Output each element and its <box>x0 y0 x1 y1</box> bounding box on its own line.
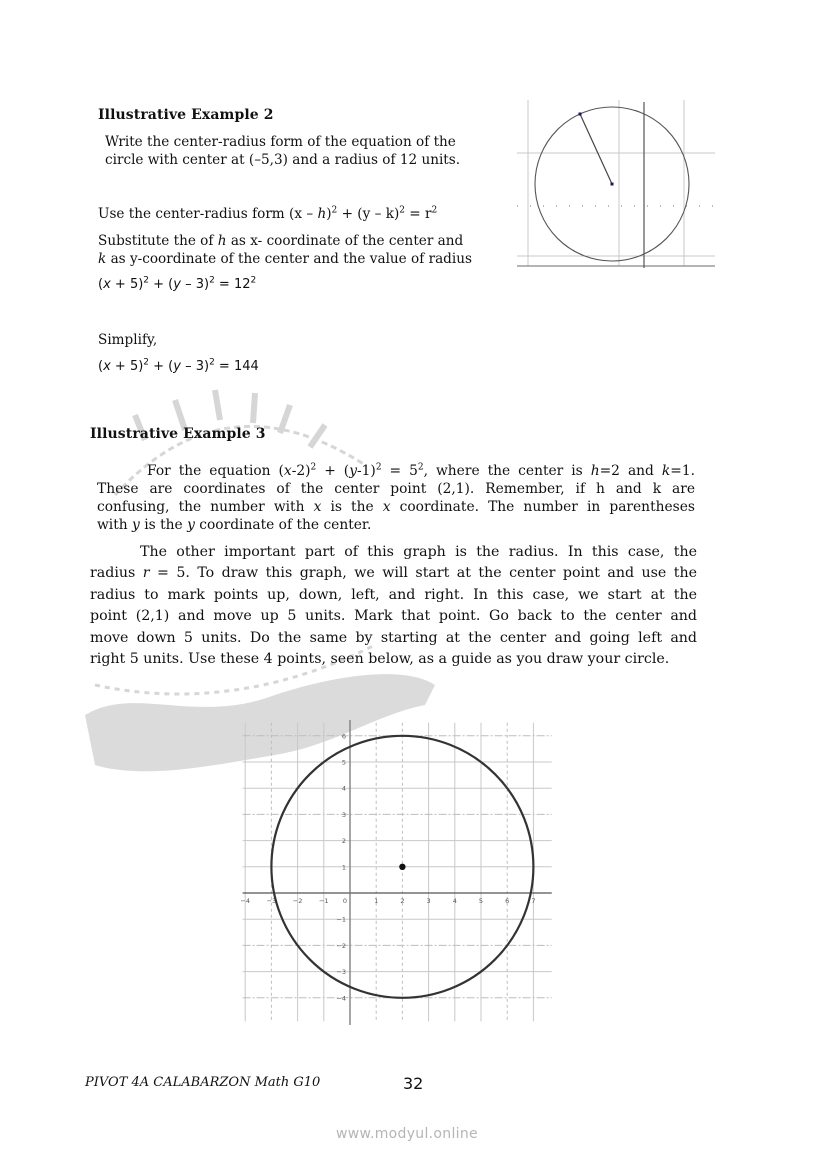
text: Substitute the of <box>98 233 218 249</box>
text: -1) <box>356 463 376 479</box>
var-x: x <box>313 499 322 515</box>
exponent: 2 <box>310 462 317 473</box>
var-x: x <box>283 463 292 479</box>
text: , where the center is <box>423 463 591 479</box>
var-k: k <box>98 251 107 267</box>
x-tick-label: 0 <box>342 897 348 905</box>
var-h: h <box>590 463 600 479</box>
x-tick-label: 2 <box>400 897 405 905</box>
graph-axes <box>243 720 552 1025</box>
center-point <box>399 864 405 870</box>
text: radius <box>90 565 143 582</box>
circle-point <box>579 113 582 116</box>
center-radius-form-line <box>98 205 437 223</box>
exponent: 2 <box>331 205 338 216</box>
exponent: 2 <box>143 357 150 368</box>
text: is the <box>139 517 188 533</box>
y-tick-label: 6 <box>341 732 346 741</box>
graph-grid <box>243 723 552 1022</box>
var-x: x <box>103 277 111 292</box>
x-tick-label: −1 <box>319 897 329 905</box>
paragraph-line <box>97 462 695 480</box>
text: ) <box>326 206 332 222</box>
text: = r <box>404 206 432 222</box>
var-h: h <box>217 233 227 249</box>
var-k: k <box>661 463 671 479</box>
paragraph-line: right 5 units. Use these 4 points, seen below, as a guide as you draw your circle. <box>90 651 670 668</box>
example-3-paragraph-1 <box>97 462 695 534</box>
substitute-line <box>98 232 472 250</box>
y-tick-label: −2 <box>336 941 346 950</box>
text: Use the center-radius form (x – <box>98 206 318 222</box>
text: + ( <box>149 359 174 374</box>
exponent: 2 <box>209 357 215 368</box>
exponent: 2 <box>417 462 424 473</box>
x-tick-label: 6 <box>505 897 510 905</box>
text: = 144 <box>214 359 259 374</box>
text: coordinate. The number in parentheses <box>390 499 695 515</box>
x-tick-label: 5 <box>478 897 484 905</box>
y-tick-label: −4 <box>336 994 346 1003</box>
example-2-prompt <box>105 133 460 169</box>
x-tick-label: 4 <box>452 897 457 905</box>
exponent: 2 <box>431 205 438 216</box>
y-tick-label: −1 <box>336 915 346 924</box>
equation-step-1: $(x + 5)^2 + (y - 3)^2 = 12^2$ <box>98 275 257 292</box>
prompt-line: Write the center-radius form of the equation of the <box>105 134 456 150</box>
y-tick-label: 4 <box>341 784 346 793</box>
simplify-label: Simplify, <box>98 332 158 348</box>
text: – 3) <box>180 359 210 374</box>
figure-grid <box>517 100 715 266</box>
text: as y-coordinate of the center and the value of radius <box>106 251 472 267</box>
text: =1. <box>670 463 695 479</box>
x-tick-label: 3 <box>426 897 431 905</box>
example-3-heading: Illustrative Example 3 <box>90 426 266 442</box>
text: + 5) <box>110 359 144 374</box>
paragraph-line <box>97 498 695 516</box>
text: + ( <box>149 277 174 292</box>
equation-step-2: $(x + 5)^2 + (y - 3)^2 = 144$ <box>98 357 259 374</box>
radius-segment <box>580 114 612 184</box>
text: -2) <box>291 463 311 479</box>
x-tick-label: −2 <box>292 897 303 905</box>
text: as x- coordinate of the center and <box>226 233 464 249</box>
circle-graph <box>240 720 556 1025</box>
var-x: x <box>103 359 111 374</box>
y-tick-label: 5 <box>341 758 346 767</box>
y-tick-label: 1 <box>341 863 346 872</box>
var-y: y <box>349 463 357 479</box>
var-y: y <box>173 277 181 292</box>
prompt-line: circle with center at (–5,3) and a radius of 12 units. <box>105 152 461 168</box>
paragraph-line: point (2,1) and move up 5 units. Mark that point. Go back to the center and <box>90 608 697 625</box>
text: + 5) <box>110 277 144 292</box>
var-y: y <box>173 359 181 374</box>
var-r: r <box>142 565 150 582</box>
text: = 5. To draw this graph, we will start at the center point and use the <box>149 565 697 582</box>
site-watermark: www.modyul.online <box>336 1126 478 1142</box>
text: + ( <box>316 463 350 479</box>
text: = 5 <box>381 463 418 479</box>
var-y: y <box>132 517 140 533</box>
page-number: 32 <box>403 1074 424 1093</box>
x-tick-label: −4 <box>240 897 250 905</box>
x-tick-label: 7 <box>531 897 536 905</box>
paragraph-line: These are coordinates of the center point (2,1). Remember, if h and k are <box>97 481 695 497</box>
exponent: 2 <box>143 275 150 286</box>
text: For the equation ( <box>147 463 284 479</box>
exponent: 2 <box>209 275 215 286</box>
x-tick-label: −3 <box>266 897 277 905</box>
var-h: h <box>317 206 327 222</box>
y-tick-label: 2 <box>341 837 346 846</box>
example-2-heading: Illustrative Example 2 <box>98 107 274 123</box>
text: coordinate of the center. <box>194 517 372 533</box>
y-tick-label: 3 <box>341 810 346 819</box>
text: + (y – k) <box>337 206 400 222</box>
text: is the <box>321 499 383 515</box>
var-y: y <box>187 517 195 533</box>
exponent: 2 <box>399 205 405 216</box>
text: confusing, the number with <box>97 499 314 515</box>
paragraph-line: radius to mark points up, down, left, and right. In this case, we start at the <box>90 586 697 603</box>
footer-title: PIVOT 4A CALABARZON Math G10 <box>85 1075 321 1090</box>
exponent: 2 <box>250 275 257 286</box>
x-tick-label: 1 <box>374 897 379 905</box>
text: – 3) <box>180 277 210 292</box>
text: = 12 <box>214 277 251 292</box>
text: =2 and <box>599 463 662 479</box>
paragraph-line: move down 5 units. Do the same by starting at the center and going left and <box>90 629 697 646</box>
paragraph-line <box>97 516 695 534</box>
paragraph-line: The other important part of this graph is the radius. In this case, the <box>140 544 697 560</box>
text: with <box>97 517 133 533</box>
example-3-paragraph-2 <box>90 542 697 670</box>
substitute-line <box>98 250 472 268</box>
y-tick-label: −3 <box>336 968 346 977</box>
substitute-instruction <box>98 232 472 268</box>
var-x: x <box>382 499 391 515</box>
example-2-circle-figure <box>515 100 720 270</box>
exponent: 2 <box>375 462 382 473</box>
center-point <box>611 183 614 186</box>
paragraph-line <box>90 563 697 584</box>
